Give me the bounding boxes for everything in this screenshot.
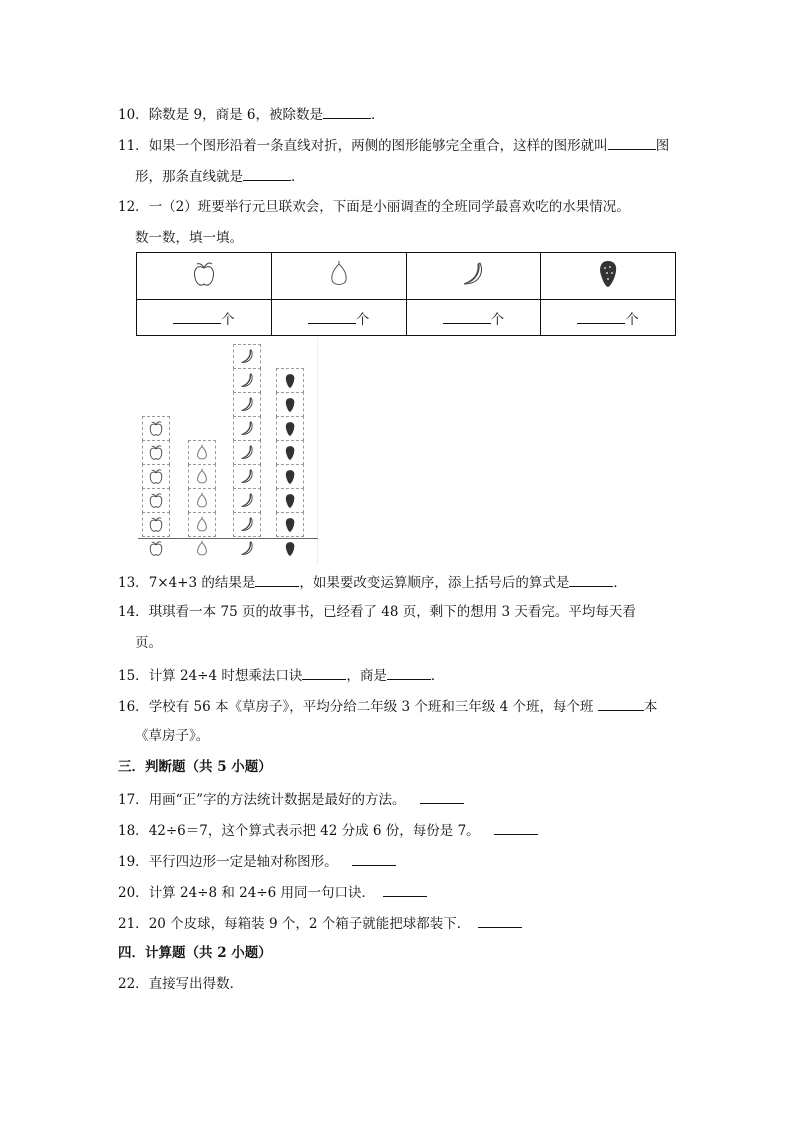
strawberry-column [276, 369, 304, 537]
question-number: 18． [118, 823, 149, 839]
answer-blank[interactable] [494, 820, 538, 835]
section-title-judgment [118, 758, 272, 776]
question-text: ，商是 [346, 668, 387, 684]
question-number: 14． [118, 604, 149, 620]
answer-blank[interactable] [608, 135, 656, 150]
apple-mark [142, 464, 170, 489]
question-14 [118, 603, 636, 621]
strawberry-icon [597, 259, 619, 289]
question-16-cont [135, 727, 209, 745]
answer-blank[interactable] [478, 913, 522, 928]
banana-mark [233, 440, 261, 465]
banana-cell [406, 253, 541, 300]
strawberry-answer [541, 300, 676, 336]
question-22 [118, 975, 243, 993]
question-text: 直接写出得数． [148, 976, 244, 992]
question-text: 平行四边形一定是轴对称图形。 [148, 854, 338, 870]
answer-blank[interactable] [383, 882, 427, 897]
question-number: 17． [118, 792, 149, 808]
strawberry-mark [276, 416, 304, 441]
pear-mark [188, 440, 216, 465]
question-20 [118, 882, 427, 902]
question-text: 一（2）班要举行元旦联欢会，下面是小丽调查的全班同学最喜欢吃的水果情况。 [148, 199, 630, 215]
pear-mark [188, 512, 216, 537]
question-text: 用画“正”字的方法统计数据是最好的方法。 [148, 792, 406, 808]
unit-label: 个 [355, 311, 370, 328]
question-number: 20． [118, 885, 149, 901]
answer-blank[interactable] [173, 309, 221, 324]
answer-blank[interactable] [387, 665, 431, 680]
question-text: 除数是 9，商是 6，被除数是 [148, 107, 323, 123]
strawberry-mark [276, 512, 304, 537]
answer-blank[interactable] [243, 166, 291, 181]
answer-blank[interactable] [323, 104, 371, 119]
question-11-cont [135, 166, 305, 186]
question-14-cont [135, 634, 162, 652]
apple-mark [142, 416, 170, 441]
banana-mark [233, 416, 261, 441]
apple-icon [191, 260, 217, 288]
pear-cell [271, 253, 406, 300]
answer-blank[interactable] [569, 572, 613, 587]
question-18 [118, 820, 538, 840]
answer-blank[interactable] [598, 696, 644, 711]
apple-mark [142, 512, 170, 537]
answer-blank[interactable] [255, 572, 299, 587]
question-number: 22． [118, 976, 149, 992]
question-12-sub [135, 229, 243, 247]
strawberry-mark [276, 368, 304, 393]
banana-mark [233, 488, 261, 513]
section-title: 四．计算题（共 2 小题） [118, 945, 272, 961]
question-text: 42÷6＝7，这个算式表示把 42 分成 6 份，每份是 7。 [148, 823, 480, 839]
question-13 [118, 572, 627, 592]
question-text: ，如果要改变运算顺序，添上括号后的算式是 [299, 575, 570, 591]
question-number: 12． [118, 199, 149, 215]
pear-mark [188, 488, 216, 513]
apple-mark [142, 440, 170, 465]
question-text: 7×4+3 的结果是 [148, 575, 256, 591]
question-19 [118, 851, 396, 871]
unit-label: 个 [625, 311, 639, 328]
question-17 [118, 789, 464, 809]
apple-column [142, 417, 170, 537]
pear-answer [271, 300, 406, 336]
strawberry-mark [276, 488, 304, 513]
question-number: 15． [118, 668, 149, 684]
pear-icon [328, 260, 350, 288]
punct: ． [291, 169, 305, 185]
unit-label: 个 [221, 311, 235, 328]
banana-answer [406, 300, 541, 336]
strawberry-icon [276, 541, 304, 561]
section-title: 三．判断题（共 5 小题） [118, 759, 272, 775]
banana-mark [233, 464, 261, 489]
answer-blank[interactable] [577, 309, 625, 324]
apple-answer [137, 300, 272, 336]
question-text: 20 个皮球，每箱装 9 个，2 个箱子就能把球都装下． [148, 916, 471, 932]
pear-icon [188, 540, 216, 561]
question-text: 计算 24÷4 时想乘法口诀 [148, 668, 303, 684]
answer-blank[interactable] [352, 851, 396, 866]
question-text: 页。 [135, 635, 162, 651]
answer-blank[interactable] [420, 789, 464, 804]
question-12 [118, 198, 630, 216]
answer-blank[interactable] [302, 665, 346, 680]
punct: ． [430, 668, 445, 684]
pear-mark [188, 464, 216, 489]
question-number: 10． [118, 107, 149, 123]
question-text: 图 [655, 138, 670, 154]
strawberry-mark [276, 440, 304, 465]
question-text: 形，那条直线就是 [135, 169, 243, 185]
question-15 [118, 665, 444, 685]
graph-baseline [138, 538, 318, 539]
question-number: 19． [118, 854, 149, 870]
apple-mark [142, 488, 170, 513]
question-10 [118, 104, 384, 124]
strawberry-mark [276, 392, 304, 417]
punct: ． [613, 575, 627, 591]
question-text: 琪琪看一本 75 页的故事书，已经看了 48 页，剩下的想用 3 天看完。平均每天看 [148, 604, 636, 620]
question-text: 计算 24÷8 和 24÷6 用同一句口诀． [148, 885, 376, 901]
banana-mark [233, 512, 261, 537]
question-text: 如果一个图形沿着一条直线对折，两侧的图形能够完全重合，这样的图形就叫 [148, 138, 608, 154]
answer-blank[interactable] [308, 309, 356, 324]
banana-mark [233, 344, 261, 369]
question-number: 16． [118, 699, 149, 715]
question-21 [118, 913, 522, 933]
answer-blank[interactable] [443, 309, 491, 324]
punct: ． [370, 107, 385, 123]
apple-cell [137, 253, 272, 300]
pear-column [188, 441, 216, 537]
question-text: 本 [643, 699, 658, 715]
question-number: 11． [118, 138, 149, 154]
fruit-pictograph [138, 338, 318, 563]
question-text: 学校有 56 本《草房子》，平均分给二年级 3 个班和三年级 4 个班，每个班 [148, 699, 594, 715]
banana-icon [233, 540, 261, 561]
apple-icon [142, 540, 170, 561]
banana-icon [460, 260, 486, 288]
question-number: 21． [118, 916, 149, 932]
question-subtext: 数一数，填一填。 [135, 230, 243, 246]
question-11 [118, 135, 669, 155]
fruit-count-table [136, 252, 676, 336]
banana-mark [233, 392, 261, 417]
question-16 [118, 696, 657, 716]
graph-edge [317, 338, 318, 563]
unit-label: 个 [490, 311, 505, 328]
strawberry-mark [276, 464, 304, 489]
banana-column [233, 345, 261, 537]
question-text: 《草房子》。 [135, 728, 210, 744]
question-number: 13． [118, 575, 149, 591]
section-title-calculation [118, 944, 272, 962]
banana-mark [233, 368, 261, 393]
strawberry-cell [541, 253, 676, 300]
